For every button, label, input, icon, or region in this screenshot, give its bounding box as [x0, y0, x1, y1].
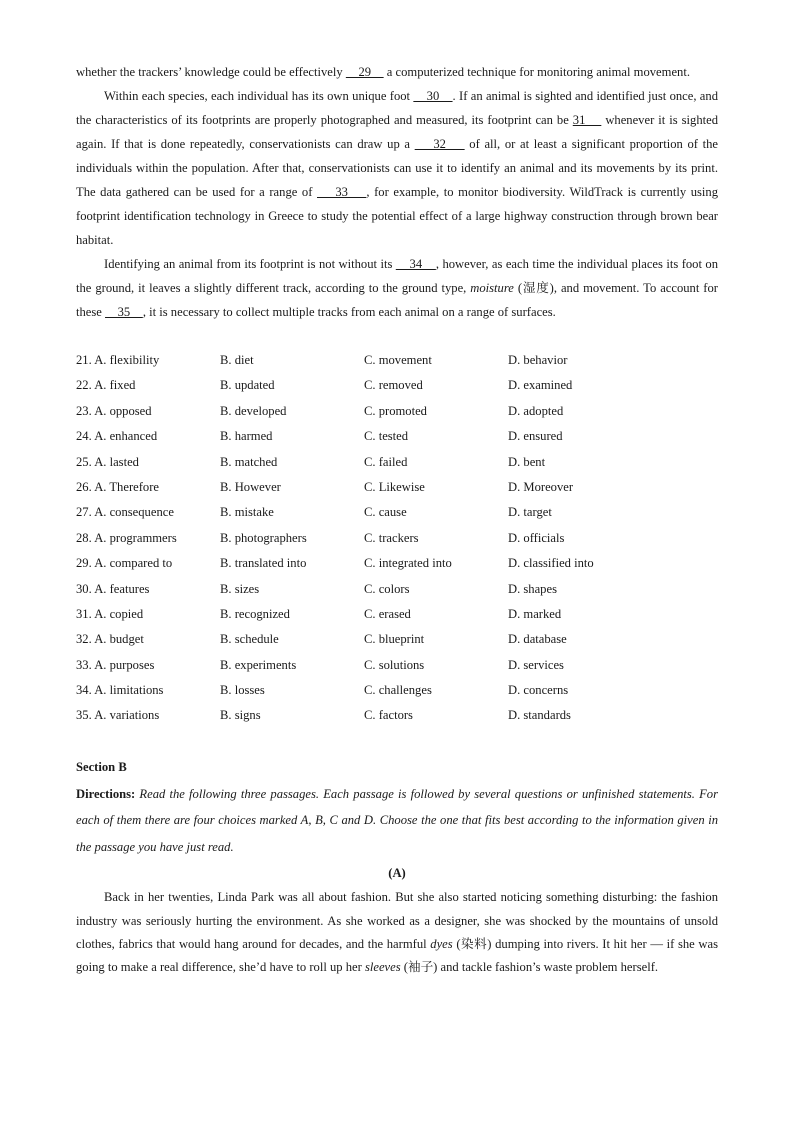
- option-row-29: [76, 551, 718, 576]
- option-d: D. services: [508, 657, 564, 672]
- option-a: 27. A. consequence: [76, 505, 174, 520]
- option-b: B. updated: [220, 378, 275, 393]
- option-row-21: [76, 348, 718, 373]
- option-row-22: [76, 373, 718, 398]
- option-d: D. database: [508, 632, 567, 647]
- option-c: C. Likewise: [364, 479, 425, 494]
- option-c: C. promoted: [364, 403, 427, 418]
- option-b: B. experiments: [220, 657, 297, 672]
- option-d: D. classified into: [508, 556, 594, 571]
- option-a: 28. A. programmers: [76, 530, 177, 545]
- passage-paragraph-1: [76, 84, 718, 252]
- section-b-directions: [76, 781, 718, 861]
- blank-33: 33: [317, 185, 367, 199]
- blank-31: 31: [572, 113, 602, 127]
- option-row-30: [76, 577, 718, 602]
- option-c: C. solutions: [364, 657, 425, 672]
- text-run: , for example, to monitor biodiversity. WildTrack is currently using footprint identification technology in Greece to study the potential effect of a large highway construction through brown bear habitat.: [76, 185, 718, 247]
- option-b: B. signs: [220, 708, 261, 723]
- option-a: 31. A. copied: [76, 606, 144, 621]
- text-run: whenever it is sighted again. If that is done repeatedly, conservationists can draw up a: [76, 113, 718, 151]
- option-d: D. ensured: [508, 429, 563, 444]
- option-a: 24. A. enhanced: [76, 429, 158, 444]
- option-d: D. behavior: [508, 353, 568, 367]
- document-page: [76, 60, 718, 980]
- option-c: C. erased: [364, 606, 411, 621]
- text-run: , however, as each time the individual places its foot on the ground, it leaves a slightly different track, according to the ground type,: [76, 257, 719, 295]
- option-b: B. sizes: [220, 581, 260, 596]
- option-row-25: [76, 450, 718, 475]
- option-b: B. schedule: [220, 632, 279, 647]
- option-c: C. removed: [364, 378, 423, 393]
- text-run: Identifying an animal from its footprint is not without its: [104, 257, 396, 271]
- option-a: 29. A. compared to: [76, 556, 173, 571]
- option-d: D. target: [508, 505, 552, 520]
- option-b: B. recognized: [220, 606, 290, 621]
- option-c: C. movement: [364, 353, 432, 367]
- option-b: B. harmed: [220, 429, 273, 444]
- option-b: B. developed: [220, 403, 287, 418]
- italic-term: moisture: [470, 281, 514, 295]
- option-d: D. officials: [508, 530, 565, 545]
- option-b: B. matched: [220, 454, 278, 469]
- option-row-28: [76, 526, 718, 551]
- option-c: C. colors: [364, 581, 410, 596]
- blank-29: 29: [345, 65, 384, 79]
- option-a: 23. A. opposed: [76, 403, 152, 418]
- text-run: of all, or at least a significant proportion of the individuals within the population. After that, conservationists can use it to identify an animal and its movements by its print. The data gathered can be used for a range of: [76, 137, 719, 199]
- text-run: (湿度), and movement. To account for these: [76, 281, 718, 319]
- option-d: D. concerns: [508, 683, 569, 698]
- options-table: [76, 348, 718, 729]
- passage-paragraph-0: [76, 60, 718, 84]
- option-row-23: [76, 399, 718, 424]
- option-row-33: [76, 653, 718, 678]
- option-d: D. adopted: [508, 403, 564, 418]
- option-c: C. integrated into: [364, 556, 452, 571]
- blank-34: 34: [395, 257, 436, 271]
- option-b: B. losses: [220, 683, 265, 698]
- blank-30: 30: [413, 89, 453, 103]
- text-run: whether the trackers’ knowledge could be effectively: [76, 65, 346, 79]
- passage-a-paragraph-1: [76, 886, 718, 979]
- option-a: 25. A. lasted: [76, 454, 139, 469]
- option-row-35: [76, 703, 718, 728]
- text-run: Back in her twenties, Linda Park was all about fashion. But she also started noticing something disturbing: the fashion industry was seriously hurting the environment. As she worked as a designer, she was shocked by the mountains of unsold clothes, fabrics that would hang around for decades, and the harmful: [76, 890, 718, 951]
- section-b-title: Section B: [76, 759, 127, 774]
- option-a: 33. A. purposes: [76, 657, 155, 672]
- italic-term: sleeves: [364, 960, 401, 975]
- text-run: . If an animal is sighted and identified just once, and the characteristics of its footprints are properly photographed and measured, its footprint can be: [76, 89, 718, 127]
- option-c: C. failed: [364, 454, 408, 469]
- option-d: D. standards: [508, 708, 571, 723]
- option-b: B. mistake: [220, 505, 274, 520]
- option-row-27: [76, 500, 718, 525]
- option-b: B. translated into: [220, 556, 307, 571]
- directions-label: Directions:: [76, 786, 136, 801]
- passage-paragraph-2: [76, 252, 718, 324]
- option-b: B. diet: [220, 353, 254, 367]
- text-run: a computerized technique for monitoring animal movement.: [383, 65, 690, 79]
- option-row-26: [76, 475, 718, 500]
- option-c: C. blueprint: [364, 632, 425, 647]
- option-row-32: [76, 627, 718, 652]
- directions-text: Read the following three passages. Each passage is followed by several questions or unfinished statements. For each of them there are four choices marked A, B, C and D. Choose the one that fits best according to the information given in the passage you have just read.: [76, 786, 718, 854]
- option-d: D. bent: [508, 454, 546, 469]
- blank-35: 35: [105, 305, 143, 319]
- option-d: D. marked: [508, 606, 562, 621]
- option-d: D. Moreover: [508, 479, 574, 494]
- passage-a-label: (A): [388, 866, 406, 881]
- option-d: D. examined: [508, 378, 573, 393]
- option-a: 34. A. limitations: [76, 683, 164, 698]
- option-a: 35. A. variations: [76, 708, 160, 723]
- option-a: 22. A. fixed: [76, 378, 136, 393]
- option-c: C. factors: [364, 708, 413, 723]
- option-c: C. tested: [364, 429, 409, 444]
- option-a: 32. A. budget: [76, 632, 144, 647]
- option-b: B. However: [220, 479, 281, 494]
- text-run: , it is necessary to collect multiple tracks from each animal on a range of surfaces.: [142, 305, 556, 319]
- text-run: (染料) dumping into rivers. It hit her — if she was going to make a real difference, she’d have to roll up her: [76, 936, 718, 975]
- option-b: B. photographers: [220, 530, 307, 545]
- text-run: Within each species, each individual has its own unique foot: [104, 89, 414, 103]
- italic-term: dyes: [430, 936, 453, 951]
- option-row-34: [76, 678, 718, 703]
- option-c: C. trackers: [364, 530, 419, 545]
- option-a: 26. A. Therefore: [76, 479, 159, 494]
- option-d: D. shapes: [508, 581, 557, 596]
- option-row-24: [76, 424, 718, 449]
- option-a: 21. A. flexibility: [76, 353, 160, 367]
- text-run: (袖子) and tackle fashion’s waste problem herself.: [400, 960, 659, 975]
- blank-32: 32: [414, 137, 465, 151]
- option-a: 30. A. features: [76, 581, 150, 596]
- option-row-31: [76, 602, 718, 627]
- option-c: C. cause: [364, 505, 407, 520]
- option-c: C. challenges: [364, 683, 432, 698]
